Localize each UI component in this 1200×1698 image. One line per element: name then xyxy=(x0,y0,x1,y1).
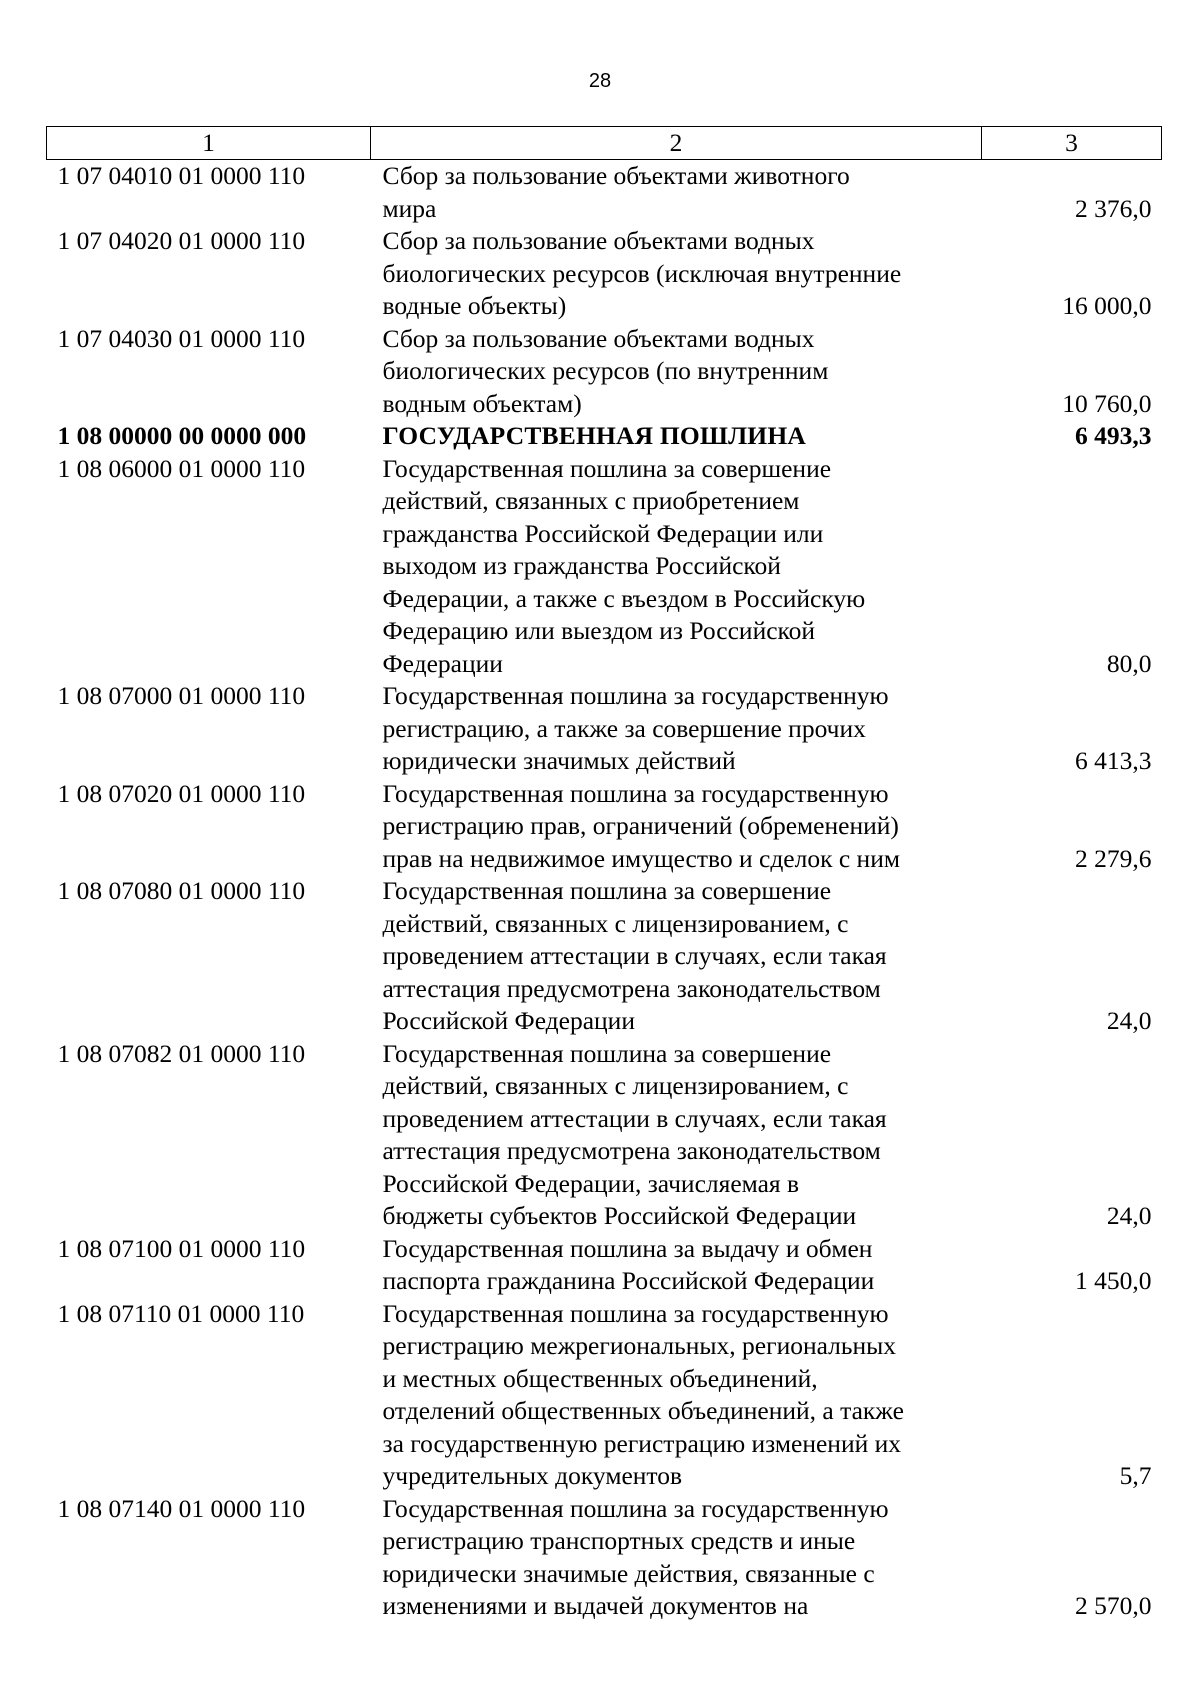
budget-code-cell: 1 08 06000 01 0000 110 xyxy=(57,453,306,483)
description-line: изменениями и выдачей документов на xyxy=(382,1591,809,1620)
description-cell xyxy=(371,225,982,323)
description-line: аттестация предусмотрена законодательством xyxy=(382,1136,881,1165)
description-cell xyxy=(371,420,982,453)
description-line: проведением аттестации в случаях, если такая xyxy=(382,1103,887,1133)
description-line: Государственная пошлина за совершение xyxy=(382,453,832,483)
amount-cell: 16 000,0 xyxy=(1062,291,1152,320)
table-row xyxy=(47,875,1162,1038)
budget-code-cell: 1 07 04010 01 0000 110 xyxy=(57,161,306,190)
description-line: за государственную регистрацию изменений их xyxy=(382,1428,902,1458)
table-row xyxy=(47,160,1162,226)
budget-code-cell: 1 08 07140 01 0000 110 xyxy=(57,1493,306,1523)
description-cell xyxy=(371,160,982,226)
description-cell xyxy=(371,323,982,421)
description-cell xyxy=(371,680,982,778)
amount-cell: 1 450,0 xyxy=(1075,1266,1152,1295)
description-line: юридически значимые действия, связанные с xyxy=(382,1558,875,1588)
amount-cell: 2 570,0 xyxy=(1075,1591,1152,1620)
table-row xyxy=(47,453,1162,681)
table-row xyxy=(47,225,1162,323)
column-header-amount: 3 xyxy=(982,127,1162,160)
page-number: 28 xyxy=(588,70,612,92)
amount-cell: 2 279,6 xyxy=(1075,843,1152,873)
description-line: Государственная пошлина за государственную xyxy=(382,778,889,808)
table-row xyxy=(47,680,1162,778)
description-line: регистрацию, а также за совершение прочих xyxy=(382,713,866,743)
description-cell xyxy=(371,453,982,681)
description-line: Государственная пошлина за совершение xyxy=(382,1038,832,1068)
description-cell xyxy=(371,778,982,876)
table-row xyxy=(47,323,1162,421)
description-line: Федерации, а также с въездом в Российскую xyxy=(382,583,866,613)
amount-cell: 2 376,0 xyxy=(1075,193,1152,223)
description-line: водные объекты) xyxy=(382,291,567,320)
table-header-row xyxy=(47,127,1162,160)
budget-code-cell: 1 08 00000 00 0000 000 xyxy=(57,421,307,450)
budget-code-cell: 1 08 07100 01 0000 110 xyxy=(57,1233,306,1263)
description-line: проведением аттестации в случаях, если такая xyxy=(382,941,887,970)
description-line: действий, связанных с приобретением xyxy=(382,486,800,515)
table-row xyxy=(47,1298,1162,1493)
description-line: регистрацию межрегиональных, региональных xyxy=(382,1331,897,1360)
table-row xyxy=(47,1233,1162,1298)
amount-cell: 5,7 xyxy=(1119,1461,1152,1490)
description-line: ГОСУДАРСТВЕННАЯ ПОШЛИНА xyxy=(382,421,806,450)
amount-cell: 6 413,3 xyxy=(1075,746,1152,775)
column-header-name: 2 xyxy=(371,127,982,160)
description-cell xyxy=(371,1493,982,1623)
budget-code-cell: 1 08 07110 01 0000 110 xyxy=(57,1298,305,1328)
budget-code-cell: 1 08 07020 01 0000 110 xyxy=(57,778,306,808)
description-line: Российской Федерации xyxy=(382,1006,635,1035)
description-line: аттестация предусмотрена законодательством xyxy=(382,973,881,1003)
description-cell xyxy=(371,1233,982,1298)
description-line: прав на недвижимое имущество и сделок с ним xyxy=(382,843,900,873)
description-line: паспорта гражданина Российской Федерации xyxy=(382,1266,875,1295)
description-line: регистрацию прав, ограничений (обременений) xyxy=(382,811,899,840)
description-line: Государственная пошлина за государственную xyxy=(382,681,889,710)
description-line: Российской Федерации, зачисляемая в xyxy=(382,1168,800,1198)
description-line: Государственная пошлина за государственную xyxy=(382,1298,889,1328)
description-line: Государственная пошлина за выдачу и обмен xyxy=(382,1233,873,1263)
description-line: водным объектам) xyxy=(382,388,582,418)
description-line: Федерацию или выездом из Российской xyxy=(382,616,816,645)
description-line: Государственная пошлина за совершение xyxy=(382,876,832,905)
revenue-table xyxy=(46,126,1162,1623)
budget-code-cell: 1 08 07080 01 0000 110 xyxy=(57,876,306,905)
description-line: гражданства Российской Федерации или xyxy=(382,518,824,548)
description-cell xyxy=(371,875,982,1038)
budget-code-cell: 1 08 07082 01 0000 110 xyxy=(57,1038,306,1068)
description-line: отделений общественных объединений, а также xyxy=(382,1396,904,1425)
description-line: выходом из гражданства Российской xyxy=(382,551,781,580)
amount-cell: 24,0 xyxy=(1106,1006,1152,1035)
description-line: бюджеты субъектов Российской Федерации xyxy=(382,1201,857,1230)
description-line: Сбор за пользование объектами водных xyxy=(382,226,815,255)
description-line: и местных общественных объединений, xyxy=(382,1363,818,1393)
description-line: мира xyxy=(382,193,437,223)
description-line: юридически значимых действий xyxy=(382,746,736,775)
description-cell xyxy=(371,1298,982,1493)
amount-cell: 10 760,0 xyxy=(1062,388,1152,418)
budget-code-cell: 1 07 04020 01 0000 110 xyxy=(57,226,306,255)
description-line: Сбор за пользование объектами животного xyxy=(382,161,850,190)
description-line: учредительных документов xyxy=(382,1461,683,1490)
table-row xyxy=(47,1493,1162,1623)
table-row xyxy=(47,1038,1162,1233)
amount-cell: 80,0 xyxy=(1106,648,1152,678)
description-line: Федерации xyxy=(382,648,503,678)
budget-code-cell: 1 07 04030 01 0000 110 xyxy=(57,323,306,353)
description-line: Сбор за пользование объектами водных xyxy=(382,323,815,353)
table-body xyxy=(47,160,1162,1623)
description-cell xyxy=(371,1038,982,1233)
table-row xyxy=(47,420,1162,453)
description-line: Государственная пошлина за государственную xyxy=(382,1493,889,1523)
budget-code-cell: 1 08 07000 01 0000 110 xyxy=(57,681,306,710)
column-header-code: 1 xyxy=(47,127,371,160)
description-line: биологических ресурсов (по внутренним xyxy=(382,356,829,385)
description-line: действий, связанных с лицензированием, с xyxy=(382,908,849,938)
amount-cell: 24,0 xyxy=(1106,1201,1152,1230)
description-line: регистрацию транспортных средств и иные xyxy=(382,1526,856,1555)
amount-cell: 6 493,3 xyxy=(1075,421,1152,450)
table-row xyxy=(47,778,1162,876)
description-line: действий, связанных с лицензированием, с xyxy=(382,1071,849,1100)
description-line: биологических ресурсов (исключая внутренние xyxy=(382,258,902,288)
